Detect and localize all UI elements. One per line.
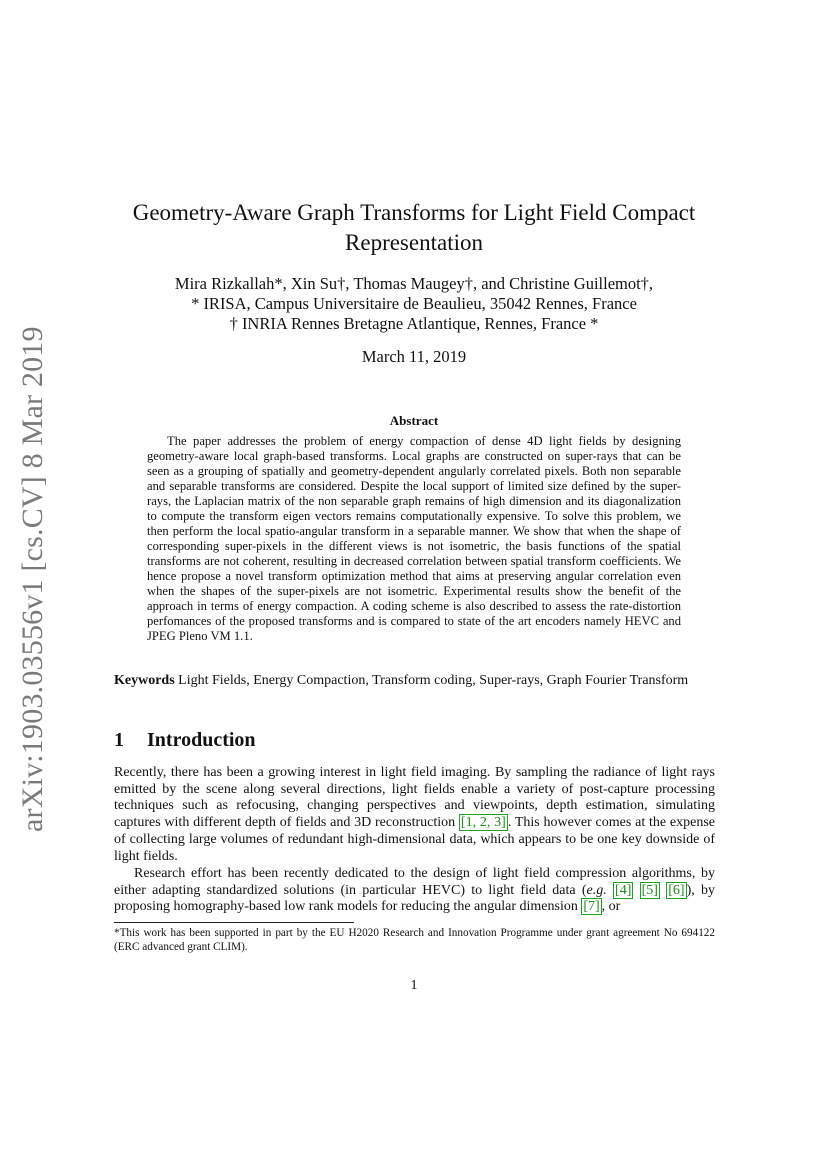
footnote-rule bbox=[114, 922, 354, 923]
paper-title: Geometry-Aware Graph Transforms for Light Field Compact Representation bbox=[132, 200, 696, 255]
citation-link[interactable]: [1, 2, 3] bbox=[460, 815, 506, 831]
citation-link[interactable]: [6] bbox=[668, 882, 685, 898]
section-number: 1 bbox=[114, 729, 124, 751]
citation-link[interactable]: [4] bbox=[615, 882, 632, 898]
abstract-heading: Abstract bbox=[389, 413, 439, 428]
intro-p2-text-a: Research effort has been recently dedicated to the design of light field compression algorithms, by either adapting standardized solutions (in particular HEVC) to light field data ( bbox=[114, 866, 715, 898]
intro-paragraph-1 bbox=[114, 765, 715, 865]
citation-link[interactable]: [5] bbox=[641, 882, 658, 898]
intro-p2-text-c: , or bbox=[601, 899, 621, 915]
intro-p1-text-a: Recently, there has been a growing interest in light field imaging. By sampling the radiance of light rays emitted by the scene along several directions, light fields enable a variety of post-capture processing techniques such as refocusing, changing perspectives and viewpoints, depth estimation, simulating captures with different depth of fields and 3D reconstruction bbox=[114, 765, 715, 831]
intro-paragraph-2 bbox=[114, 866, 715, 916]
arxiv-identifier-stamp: arXiv:1903.03556v1 [cs.CV] 8 Mar 2019 bbox=[16, 326, 49, 832]
author-names: Mira Rizkallah*, Xin Su†, Thomas Maugey†, and Christine Guillemot†, bbox=[174, 274, 654, 293]
keywords-label: Keywords bbox=[114, 673, 175, 688]
publication-date: March 11, 2019 bbox=[361, 347, 467, 366]
keywords-paragraph bbox=[114, 672, 715, 689]
page-number: 1 bbox=[410, 978, 418, 993]
citation-link[interactable]: [7] bbox=[583, 899, 600, 915]
keywords-list: Light Fields, Energy Compaction, Transform coding, Super-rays, Graph Fourier Transform bbox=[178, 673, 689, 688]
footnote-funding: *This work has been supported in part by the EU H2020 Research and Innovation Programme under grant agreement No 694122 (ERC advanced grant CLIM). bbox=[114, 927, 715, 953]
intro-p1-text-b: . This however comes at the expense of collecting large volumes of redundant high-dimensional data, which appears to be one key downside of light fields. bbox=[114, 815, 715, 864]
author-block bbox=[100, 274, 728, 334]
affiliation-irisa: * IRISA, Campus Universitaire de Beaulieu, 35042 Rennes, France bbox=[191, 294, 637, 313]
abstract-body: The paper addresses the problem of energy compaction of dense 4D light fields by designing geometry-aware local graph-based transforms. Local graphs are constructed on super-rays that can be seen as a grouping of spatially and geometry-dependent angularly correlated pixels. Both non separable and separable transforms are considered. Despite the local support of limited size defined by the super-rays, the Laplacian matrix of the non separable graph remains of high dimension and its diagonalization to compute the transform eigen vectors remains computationally expensive. To solve this problem, we then perform the local spatio-angular transform in a separable manner. We show that when the shape of corresponding super-pixels in the different views is not isometric, the basis functions of the spatial transforms are not coherent, resulting in decreased correlation between spatial transform coefficients. We hence propose a novel transform optimization method that aims at preserving angular correlation even when the shapes of the super-pixels are not isometric. Experimental results show the benefit of the approach in terms of energy compaction. A coding scheme is also described to assess the rate-distortion perfomances of the proposed transforms and is compared to state of the art encoders namely HEVC and JPEG Pleno VM 1.1. bbox=[147, 434, 681, 643]
section-heading-introduction bbox=[114, 729, 256, 752]
section-title: Introduction bbox=[147, 729, 256, 751]
intro-p2-eg: e.g. bbox=[586, 882, 607, 898]
affiliation-inria: † INRIA Rennes Bretagne Atlantique, Rennes, France * bbox=[229, 314, 599, 333]
intro-p2-text-b: ), by proposing homography-based low rank models for reducing the angular dimension bbox=[114, 882, 716, 915]
